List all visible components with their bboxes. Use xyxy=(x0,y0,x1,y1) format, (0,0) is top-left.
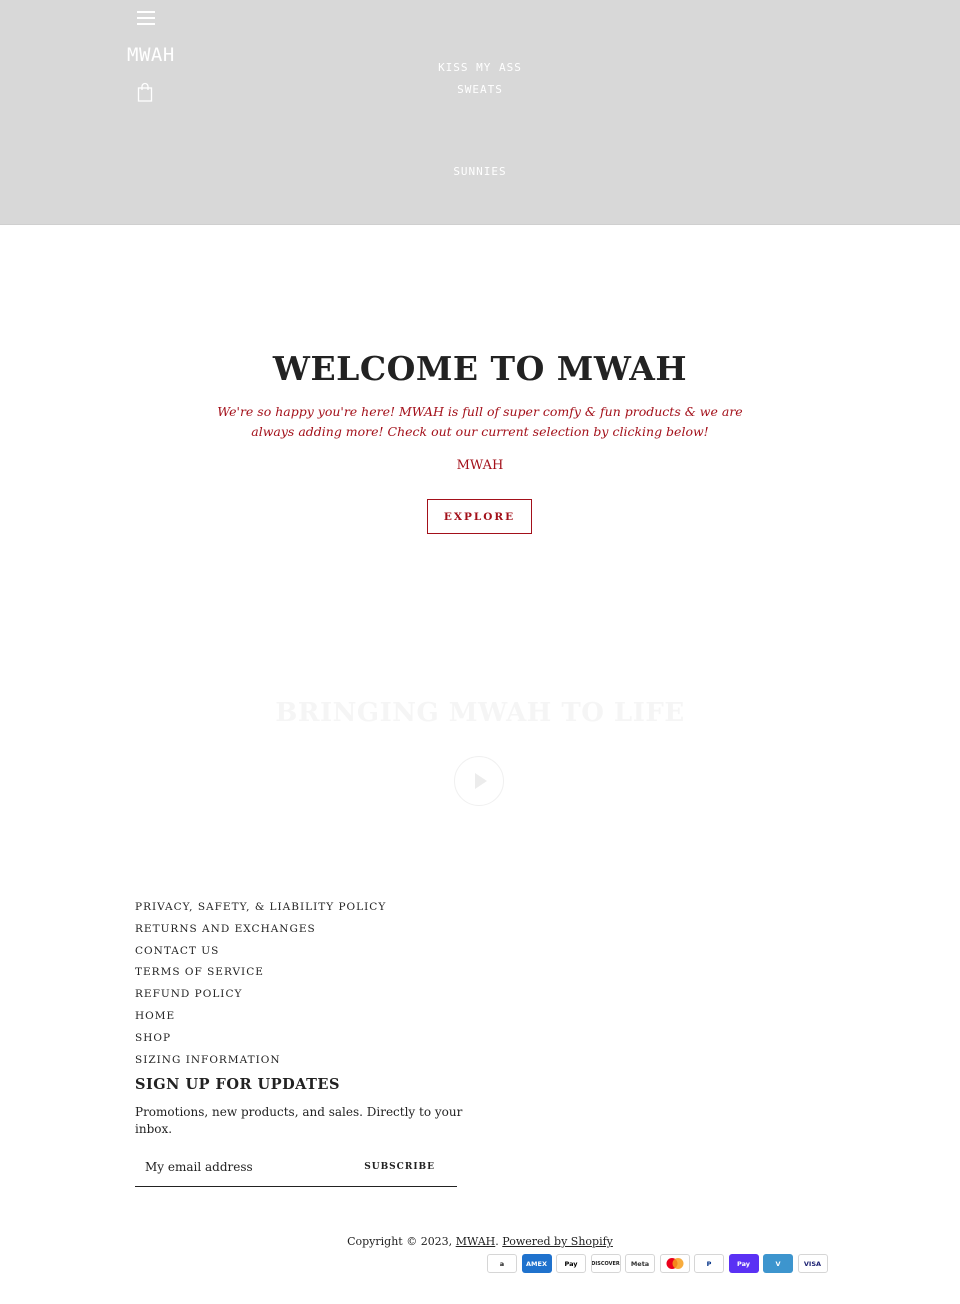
copyright-sep: . xyxy=(495,1235,503,1248)
email-input[interactable] xyxy=(143,1152,357,1182)
site-header xyxy=(0,0,960,225)
mastercard-icon xyxy=(660,1254,690,1273)
menu-icon[interactable] xyxy=(137,11,155,27)
store-link[interactable]: MWAH xyxy=(455,1235,496,1248)
shop-pay-icon: Pay xyxy=(729,1254,759,1273)
footer-link-privacy[interactable]: PRIVACY, SAFETY, & LIABILITY POLICY xyxy=(135,901,387,913)
footer-link-refund[interactable]: REFUND POLICY xyxy=(135,988,243,1001)
hero-title: WELCOME TO MWAH xyxy=(272,349,688,388)
visa-icon: VISA xyxy=(798,1254,828,1273)
footer-links xyxy=(135,899,386,1073)
copyright xyxy=(0,1235,960,1248)
venmo-icon: V xyxy=(763,1254,793,1273)
signup-title: SIGN UP FOR UPDATES xyxy=(135,1076,340,1093)
newsletter-form xyxy=(135,1150,457,1187)
nav-sweats[interactable]: SWEATS xyxy=(457,83,503,96)
paypal-icon: P xyxy=(694,1254,724,1273)
footer-link-returns[interactable]: RETURNS AND EXCHANGES xyxy=(135,922,316,935)
footer-link-sizing[interactable]: SIZING INFORMATION xyxy=(135,1053,281,1066)
meta-pay-icon: Meta xyxy=(625,1254,655,1273)
payment-icons xyxy=(487,1254,828,1273)
nav-sunnies[interactable]: SUNNIES xyxy=(453,165,507,178)
explore-button[interactable]: EXPLORE xyxy=(427,499,532,534)
hero-subtitle: MWAH xyxy=(456,458,504,473)
footer-link-contact[interactable]: CONTACT US xyxy=(135,944,220,957)
powered-by-link[interactable]: Powered by Shopify xyxy=(502,1235,613,1248)
apple-pay-icon: Pay xyxy=(556,1254,586,1273)
footer-link-shop[interactable]: SHOP xyxy=(135,1031,172,1044)
signup-text: Promotions, new products, and sales. Directly to your inbox. xyxy=(135,1105,463,1136)
play-icon[interactable] xyxy=(454,756,504,806)
discover-icon: DISCOVER xyxy=(591,1254,621,1273)
video-title: BRINGING MWAH TO LIFE xyxy=(275,698,685,728)
copyright-prefix: Copyright © 2023, xyxy=(347,1235,456,1248)
hero-text: We're so happy you're here! MWAH is full of super comfy & fun products & we are always adding more! Check out our current selection by clicking below! xyxy=(217,404,743,439)
amex-icon: AMEX xyxy=(522,1254,552,1273)
footer-link-home[interactable]: HOME xyxy=(135,1009,176,1022)
subscribe-button[interactable]: SUBSCRIBE xyxy=(364,1162,435,1172)
nav-kiss-my-ass[interactable]: KISS MY ASS xyxy=(438,61,522,74)
amazon-icon: a xyxy=(487,1254,517,1273)
site-logo[interactable]: MWAH xyxy=(127,44,175,66)
footer-link-terms[interactable]: TERMS OF SERVICE xyxy=(135,966,264,979)
